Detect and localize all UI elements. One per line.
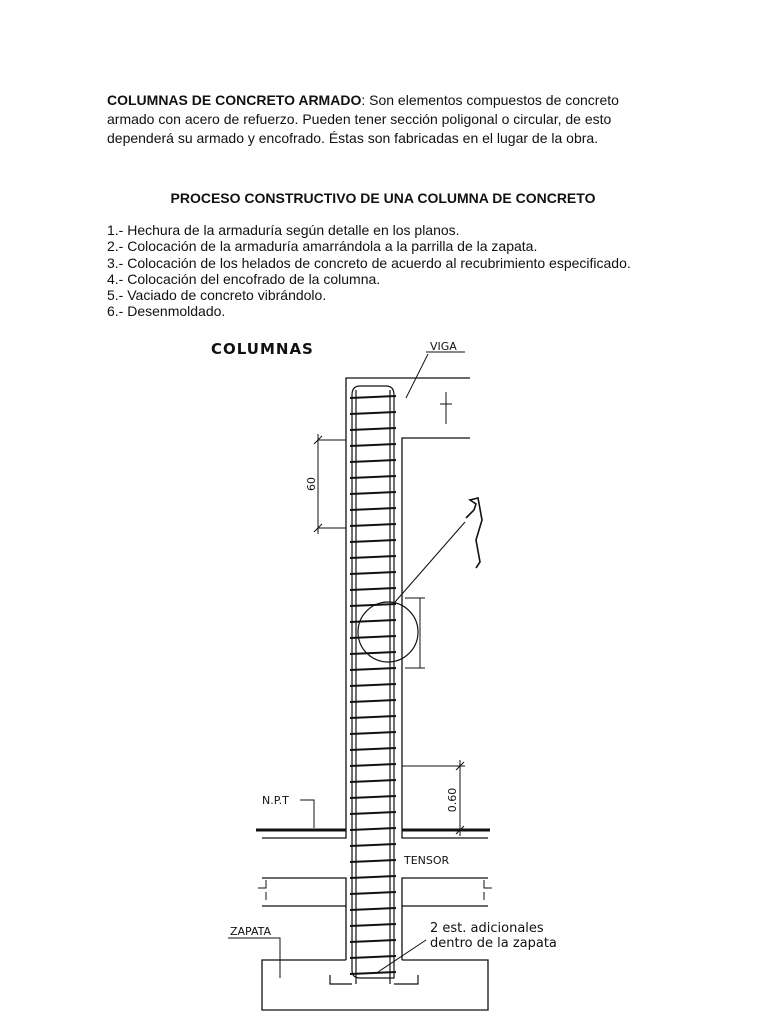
detail-hook-shape bbox=[466, 498, 482, 568]
stirrup bbox=[350, 972, 396, 974]
stirrup bbox=[350, 428, 396, 430]
tensor-left bbox=[262, 878, 346, 906]
stirrup bbox=[350, 796, 396, 798]
detail-dimension bbox=[405, 598, 425, 668]
step-item: 3.- Colocación de los helados de concreto de acuerdo al recubrimiento especificado. bbox=[107, 254, 631, 271]
stirrup bbox=[350, 956, 396, 958]
rebar-hook-left bbox=[330, 975, 352, 984]
step-item: 4.- Colocación del encofrado de la columna. bbox=[107, 270, 381, 287]
stirrup bbox=[350, 620, 396, 622]
dimension-top-label: 60 bbox=[305, 477, 318, 491]
stirrup bbox=[350, 876, 396, 878]
stirrup bbox=[350, 828, 396, 830]
stirrup bbox=[350, 556, 396, 558]
rebar-cage bbox=[352, 386, 394, 978]
stirrup bbox=[350, 412, 396, 414]
stirrup bbox=[350, 684, 396, 686]
intro-line-2: armado con acero de refuerzo. Pueden tener sección poligonal o circular, de esto bbox=[107, 111, 612, 127]
stirrup bbox=[350, 492, 396, 494]
stirrup bbox=[350, 892, 396, 894]
stirrup bbox=[350, 572, 396, 574]
step-item: 5.- Vaciado de concreto vibrándolo. bbox=[107, 287, 327, 304]
tensor-label: TENSOR bbox=[404, 854, 450, 867]
dimension-top bbox=[314, 434, 346, 534]
npt-label: N.P.T bbox=[262, 794, 289, 807]
beam-break bbox=[440, 392, 452, 424]
stirrup bbox=[350, 668, 396, 670]
stirrup bbox=[350, 700, 396, 702]
step-item: 2.- Colocación de la armaduría amarrándola a la parrilla de la zapata. bbox=[107, 238, 538, 255]
stirrup bbox=[350, 764, 396, 766]
stirrup bbox=[350, 588, 396, 590]
zapata-leader bbox=[228, 938, 280, 978]
intro-line-1-rest: : Son elementos compuestos de concreto bbox=[361, 92, 619, 108]
stirrup bbox=[350, 476, 396, 478]
stirrup bbox=[350, 636, 396, 638]
zapata-outline bbox=[262, 960, 488, 1010]
stirrup bbox=[350, 540, 396, 542]
stirrup bbox=[350, 812, 396, 814]
stirrup bbox=[350, 716, 396, 718]
stirrup bbox=[350, 780, 396, 782]
note-line-1: 2 est. adicionales bbox=[430, 921, 544, 936]
stirrup bbox=[350, 524, 396, 526]
dimension-bottom-label: 0.60 bbox=[446, 787, 459, 813]
stirrup bbox=[350, 748, 396, 750]
stirrup bbox=[350, 508, 396, 510]
step-item: 6.- Desenmoldado. bbox=[107, 303, 226, 320]
stirrup bbox=[350, 396, 396, 398]
column-outline bbox=[262, 378, 488, 1010]
stirrup bbox=[350, 652, 396, 654]
rebar-hook-right bbox=[394, 975, 418, 984]
zapata-label: ZAPATA bbox=[230, 925, 272, 938]
stirrup bbox=[350, 924, 396, 926]
stirrup bbox=[350, 444, 396, 446]
stirrups bbox=[350, 396, 396, 974]
stirrup bbox=[350, 460, 396, 462]
detail-leader bbox=[395, 522, 465, 602]
tensor-breaks bbox=[258, 880, 492, 900]
viga-label: VIGA bbox=[430, 340, 457, 353]
section-heading-text: PROCESO CONSTRUCTIVO DE UNA COLUMNA DE CONCRETO bbox=[170, 190, 596, 206]
npt-leader bbox=[300, 800, 314, 828]
stirrup bbox=[350, 860, 396, 862]
intro-line-3: dependerá su armado y encofrado. Éstas son fabricadas en el lugar de la obra. bbox=[107, 130, 599, 146]
tensor-right bbox=[402, 878, 488, 906]
viga-leader bbox=[406, 354, 428, 398]
stirrup bbox=[350, 940, 396, 942]
step-item: 1.- Hechura de la armaduría según detalle en los planos. bbox=[107, 222, 460, 238]
stirrup bbox=[350, 844, 396, 846]
note-line-2: dentro de la zapata bbox=[430, 936, 557, 951]
intro-term: COLUMNAS DE CONCRETO ARMADO bbox=[107, 92, 362, 108]
drawing-title: COLUMNAS bbox=[211, 340, 314, 358]
stirrup bbox=[350, 732, 396, 734]
stirrup bbox=[350, 908, 396, 910]
